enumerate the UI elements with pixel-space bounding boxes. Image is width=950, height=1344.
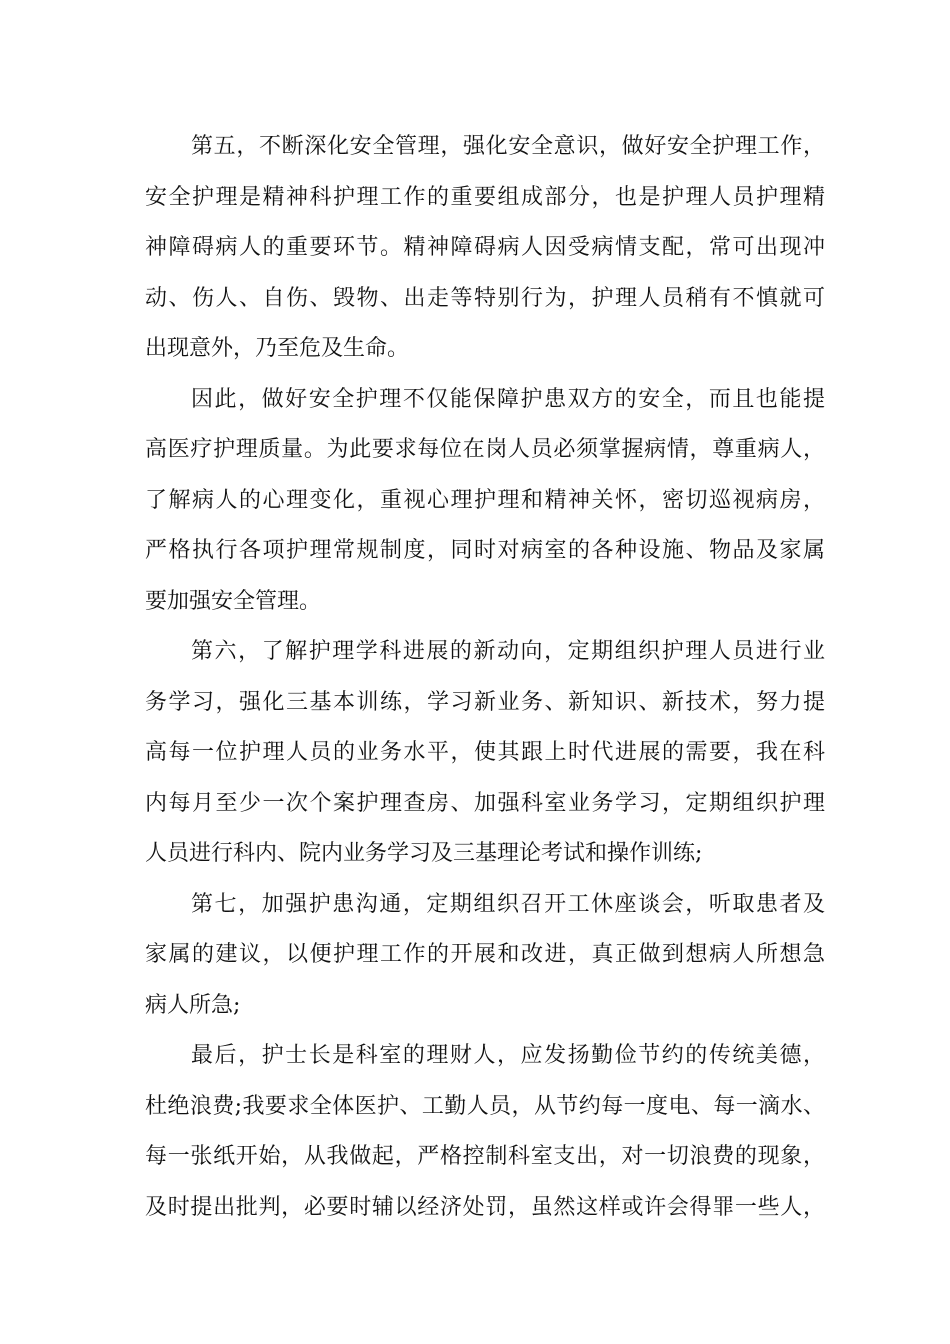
text-line: 病人所急; [145, 992, 241, 1018]
paragraph-safety-management [145, 122, 825, 375]
text-line: 内每月至少一次个案护理查房、加强科室业务学习，定期组织护理 [145, 790, 825, 816]
paragraph-training [145, 627, 825, 880]
text-line: 每一张纸开始，从我做起，严格控制科室支出，对一切浪费的现象， [145, 1144, 825, 1169]
text-line: 神障碍病人的重要环节。精神障碍病人因受病情支配，常可出现冲 [145, 235, 825, 260]
text-line: 动、伤人、自伤、毁物、出走等特别行为，护理人员稍有不慎就可 [145, 285, 825, 311]
paragraph-budget [145, 1031, 825, 1233]
text-line: 及时提出批判，必要时辅以经济处罚，虽然这样或许会得罪一些人， [145, 1194, 825, 1220]
text-line: 务学习，强化三基本训练，学习新业务、新知识、新技术，努力提 [145, 689, 825, 715]
text-line: 人员进行科内、院内业务学习及三基理论考试和操作训练; [145, 841, 703, 866]
text-line: 第五，不断深化安全管理，强化安全意识，做好安全护理工作， [191, 134, 825, 159]
paragraph-communication [145, 880, 825, 1032]
paragraph-safety-measures [145, 375, 825, 628]
text-line: 了解病人的心理变化，重视心理护理和精神关怀，密切巡视病房， [145, 487, 825, 513]
text-line: 因此，做好安全护理不仅能保障护患双方的安全，而且也能提 [191, 386, 825, 412]
text-line: 要加强安全管理。 [145, 588, 322, 614]
document-body [145, 122, 825, 1233]
text-line: 安全护理是精神科护理工作的重要组成部分，也是护理人员护理精 [145, 184, 825, 210]
text-line: 高医疗护理质量。为此要求每位在岗人员必须掌握病情，尊重病人， [145, 437, 825, 462]
text-line: 最后，护士长是科室的理财人，应发扬勤俭节约的传统美德， [191, 1043, 825, 1068]
text-line: 第六，了解护理学科进展的新动向，定期组织护理人员进行业 [191, 639, 825, 664]
text-line: 严格执行各项护理常规制度，同时对病室的各种设施、物品及家属 [145, 538, 825, 563]
text-line: 家属的建议，以便护理工作的开展和改进，真正做到想病人所想急 [145, 942, 825, 967]
text-line: 杜绝浪费;我要求全体医护、工勤人员，从节约每一度电、每一滴水、 [145, 1093, 825, 1119]
text-line: 出现意外，乃至危及生命。 [145, 336, 410, 361]
text-line: 高每一位护理人员的业务水平，使其跟上时代进展的需要，我在科 [145, 740, 825, 765]
text-line: 第七，加强护患沟通，定期组织召开工休座谈会，听取患者及 [191, 891, 825, 917]
